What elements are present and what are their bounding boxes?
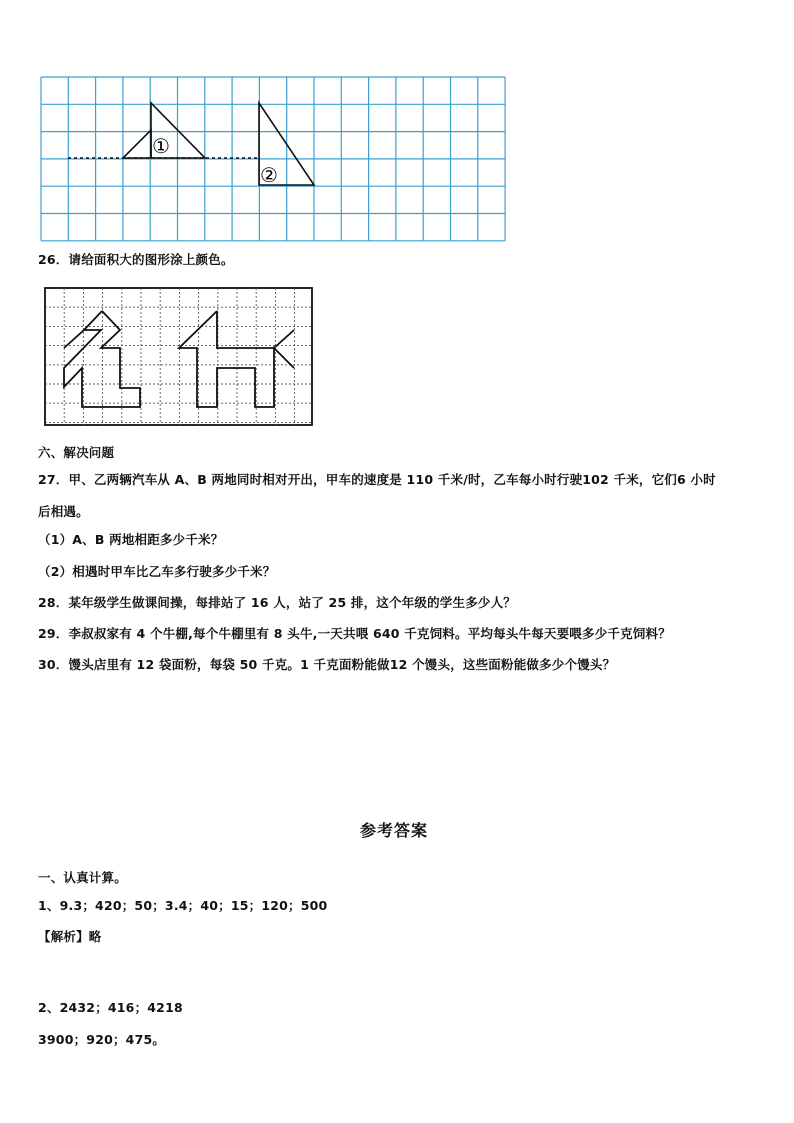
dotted-grid-frame [45,288,312,425]
left-shape [64,311,140,407]
question-27-line1: 27．甲、乙两辆汽车从 A、B 两地同时相对开出，甲车的速度是 110 千米/时，乙车每小时行驶102 千米，它们6 小时 [38,472,716,487]
answers-section-1: 一、认真计算。 [38,870,127,885]
right-shape [179,311,294,407]
answer-1-note: 【解析】略 [38,929,102,944]
answers-title: 参考答案 [360,821,429,840]
dotted-grid [45,288,312,425]
label-circled-2: ② [260,163,278,187]
question-30: 30．馒头店里有 12 袋面粉，每袋 50 千克。1 千克面粉能做12 个馒头，这些面粉能做多少个馒头？ [38,657,616,672]
question-29: 29．李叔叔家有 4 个牛棚,每个牛棚里有 8 头牛,一天共喂 640 千克饲料。平均每头牛每天要喂多少千克饲料？ [38,626,671,641]
question-26: 26．请给面积大的图形涂上颜色。 [38,252,234,267]
question-27-sub1: （1）A、B 两地相距多少千米？ [38,532,224,547]
answer-2-line1: 2、2432；416；4218 [38,1000,183,1015]
answer-2-line2: 3900；920；475。 [38,1032,166,1047]
section-6-heading: 六、解决问题 [38,445,115,460]
answer-1: 1、9.3；420；50；3.4；40；15；120；500 [38,898,328,913]
question-27-sub2: （2）相遇时甲车比乙车多行驶多少千米？ [38,564,276,579]
area-compare-figure [0,0,794,440]
question-28: 28．某年级学生做课间操，每排站了 16 人，站了 25 排，这个年级的学生多少人？ [38,595,516,610]
question-27-line2: 后相遇。 [38,504,89,519]
label-circled-1: ① [152,134,170,158]
